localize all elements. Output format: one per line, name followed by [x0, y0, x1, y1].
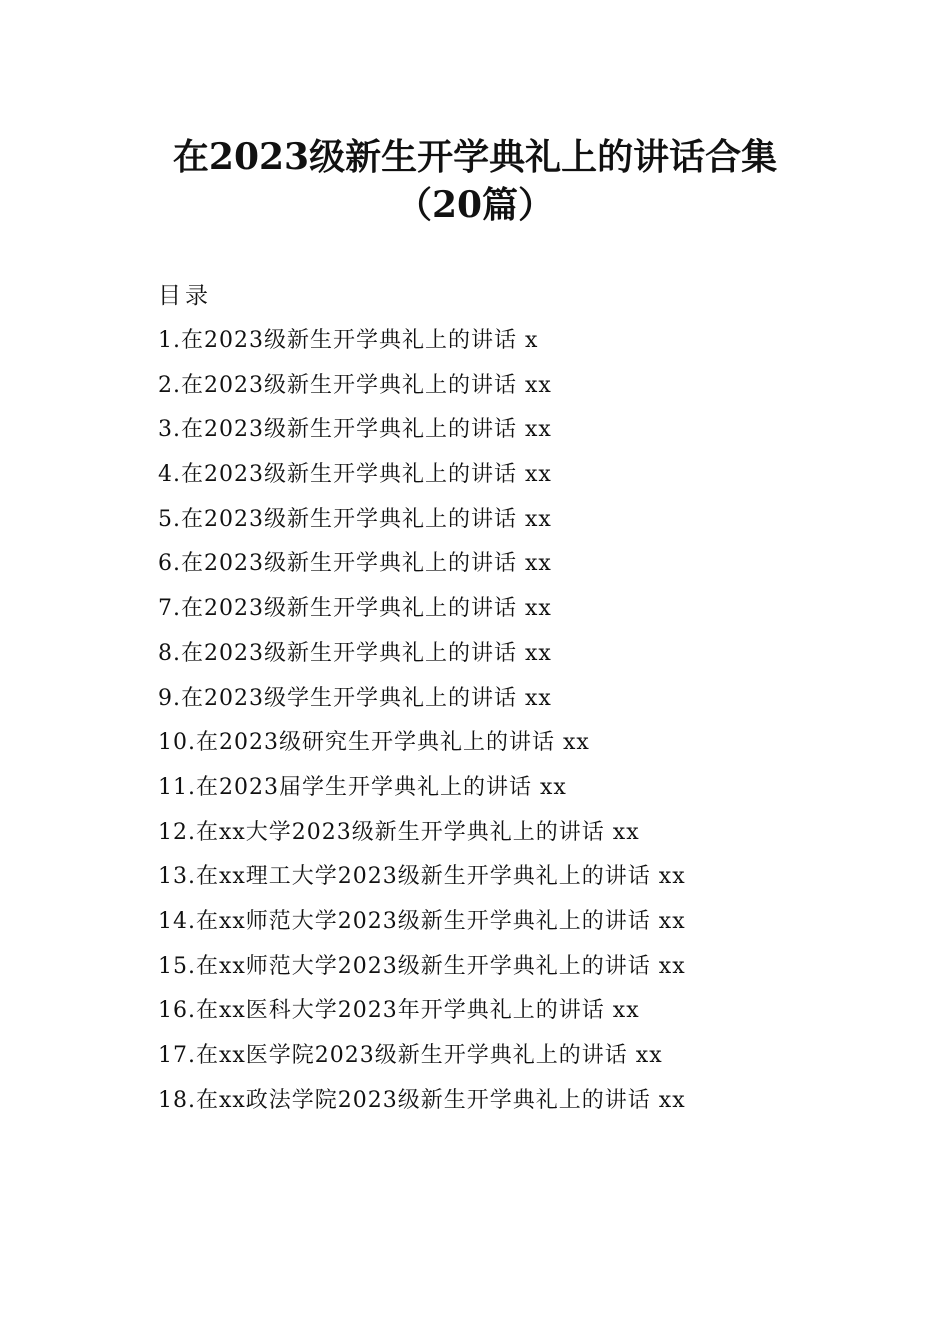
toc-item: 10.在2023级研究生开学典礼上的讲话 xx [158, 730, 590, 756]
toc-item: 17.在xx医学院2023级新生开学典礼上的讲话 xx [158, 1043, 663, 1068]
toc-item: 16.在xx医科大学2023年开学典礼上的讲话 xx [158, 998, 640, 1024]
toc-item: 4.在2023级新生开学典礼上的讲话 xx [158, 462, 552, 488]
toc-item: 5.在2023级新生开学典礼上的讲话 xx [158, 506, 552, 532]
toc-item: 15.在xx师范大学2023级新生开学典礼上的讲话 xx [158, 953, 686, 979]
toc-item: 3.在2023级新生开学典礼上的讲话 xx [158, 417, 552, 443]
toc-item: 14.在xx师范大学2023级新生开学典礼上的讲话 xx [158, 908, 686, 934]
toc-item: 8.在2023级新生开学典礼上的讲话 xx [158, 640, 552, 666]
toc-item: 7.在2023级新生开学典礼上的讲话 xx [158, 596, 552, 622]
toc-item: 2.在2023级新生开学典礼上的讲话 xx [158, 372, 552, 398]
toc-heading: 目录 [158, 283, 212, 309]
toc-list [158, 326, 686, 1130]
document-title: 在2023级新生开学典礼上的讲话合集（20篇） [172, 136, 778, 226]
toc-item: 11.在2023届学生开学典礼上的讲话 xx [158, 774, 567, 800]
toc-item: 13.在xx理工大学2023级新生开学典礼上的讲话 xx [158, 864, 686, 890]
toc-item: 18.在xx政法学院2023级新生开学典礼上的讲话 xx [158, 1087, 686, 1113]
toc-item: 12.在xx大学2023级新生开学典礼上的讲话 xx [158, 819, 640, 845]
toc-item: 6.在2023级新生开学典礼上的讲话 xx [158, 551, 552, 577]
toc-item: 9.在2023级学生开学典礼上的讲话 xx [158, 685, 552, 711]
toc-item: 1.在2023级新生开学典礼上的讲话 x [158, 328, 539, 353]
